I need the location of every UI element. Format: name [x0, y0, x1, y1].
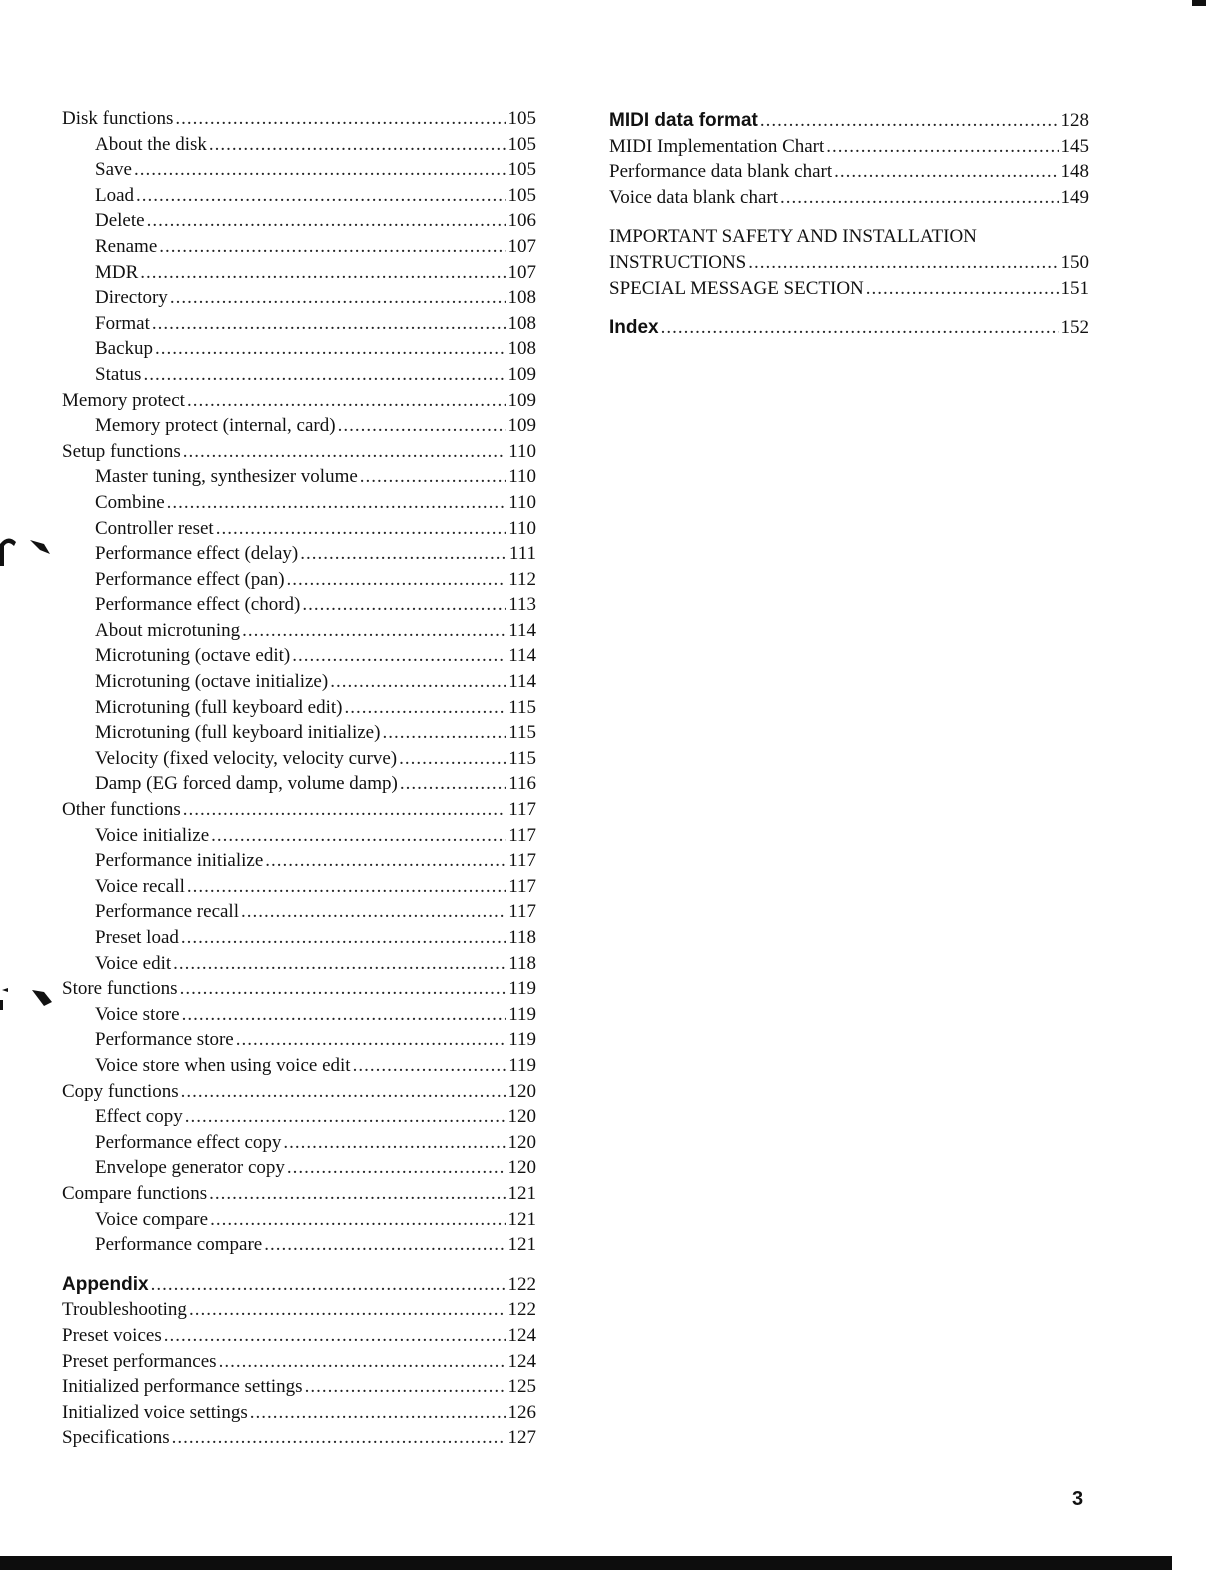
leader-dots	[866, 276, 1059, 302]
leader-dots	[292, 643, 506, 669]
toc-entry-page: 112	[508, 568, 536, 590]
toc-entry[interactable]	[62, 925, 536, 951]
toc-entry-label: Voice store when using voice edit	[95, 1054, 351, 1076]
toc-entry-label: Preset performances	[62, 1350, 217, 1372]
toc-entry[interactable]	[62, 669, 536, 695]
toc-entry-label: Damp (EG forced damp, volume damp)	[95, 773, 398, 795]
toc-midi-list	[609, 108, 1089, 210]
leader-dots	[210, 1207, 505, 1233]
toc-entry-page: 107	[507, 235, 536, 257]
toc-entry-page: 124	[507, 1324, 536, 1346]
toc-entry-page: 115	[508, 696, 536, 718]
toc-entry[interactable]	[62, 183, 536, 209]
toc-entry-label: Store functions	[62, 978, 178, 1000]
toc-entry-label: Voice recall	[95, 875, 185, 897]
toc-entry[interactable]	[62, 516, 536, 542]
toc-entry-page: 120	[507, 1080, 536, 1102]
toc-left-column	[62, 106, 536, 1451]
toc-entry-page: 148	[1060, 161, 1089, 183]
toc-entry[interactable]	[62, 771, 536, 797]
toc-entry-label: Troubleshooting	[62, 1299, 187, 1321]
toc-entry[interactable]	[62, 413, 536, 439]
toc-entry[interactable]	[609, 134, 1089, 160]
leader-dots	[172, 1425, 506, 1451]
leader-dots	[287, 1155, 506, 1181]
toc-entry-label: Index	[609, 317, 659, 339]
toc-entry[interactable]	[62, 490, 536, 516]
leader-dots	[264, 1232, 505, 1258]
toc-entry[interactable]	[62, 1053, 536, 1079]
toc-entry-page: 151	[1060, 277, 1089, 299]
toc-entry[interactable]	[62, 797, 536, 823]
toc-entry[interactable]	[62, 362, 536, 388]
toc-entry[interactable]	[62, 1130, 536, 1156]
toc-entry-page: 125	[507, 1376, 536, 1398]
leader-dots	[344, 695, 506, 721]
toc-entry-label: Voice data blank chart	[609, 186, 778, 208]
toc-entry-label: Preset load	[95, 927, 179, 948]
leader-dots	[181, 1079, 506, 1105]
toc-entry-label: About the disk	[95, 133, 207, 155]
toc-entry-label: Performance effect (pan)	[95, 568, 285, 590]
leader-dots	[300, 541, 507, 567]
toc-heading-safety	[609, 224, 1089, 250]
scan-bottom-edge	[0, 1556, 1172, 1570]
toc-entry[interactable]	[62, 1374, 536, 1400]
leader-dots	[180, 976, 507, 1002]
toc-entry-page: 119	[508, 978, 536, 1000]
toc-entry-page: 110	[508, 466, 536, 488]
toc-entry[interactable]	[62, 592, 536, 618]
leader-dots	[183, 439, 506, 465]
toc-entry-page: 119	[508, 1054, 536, 1076]
toc-entry-label: Save	[95, 159, 132, 181]
toc-entry[interactable]	[62, 951, 536, 977]
leader-dots	[183, 797, 506, 823]
leader-dots	[287, 567, 507, 593]
leader-dots	[236, 1027, 506, 1053]
leader-dots	[211, 823, 506, 849]
leader-dots	[241, 899, 506, 925]
leader-dots	[302, 592, 506, 618]
leader-dots	[265, 848, 506, 874]
toc-entry-label: Combine	[95, 491, 165, 513]
toc-entry-label: Other functions	[62, 799, 181, 821]
toc-entry-page: 117	[508, 799, 536, 821]
toc-entry-page: 113	[508, 594, 536, 616]
leader-dots	[338, 413, 506, 439]
toc-entry-page: 110	[508, 517, 536, 539]
toc-entry[interactable]	[62, 695, 536, 721]
leader-dots	[399, 746, 506, 772]
toc-entry-label: Preset voices	[62, 1324, 162, 1346]
toc-entry[interactable]	[62, 643, 536, 669]
toc-entry-label: Controller reset	[95, 517, 214, 539]
leader-dots	[826, 134, 1058, 160]
leader-dots	[242, 618, 506, 644]
toc-entry-label: About microtuning	[95, 619, 241, 641]
toc-entry-page: 116	[508, 773, 536, 795]
toc-entry[interactable]	[62, 234, 536, 260]
toc-entry[interactable]	[62, 1207, 536, 1233]
toc-entry-label: Microtuning (octave initialize)	[95, 671, 329, 693]
toc-entry[interactable]	[62, 874, 536, 900]
toc-entry[interactable]	[62, 132, 536, 158]
section-gap	[609, 210, 1089, 224]
leader-dots	[170, 285, 506, 311]
leader-dots	[159, 234, 505, 260]
toc-entry-page: 126	[507, 1401, 536, 1423]
toc-entry-label: Voice compare	[95, 1208, 209, 1230]
toc-entry[interactable]	[62, 1079, 536, 1105]
toc-entry-label: Voice edit	[95, 952, 172, 974]
toc-entry-page: 114	[508, 645, 536, 667]
toc-entry[interactable]	[609, 276, 1089, 302]
toc-entry-label: Performance initialize	[95, 850, 264, 872]
leader-dots	[175, 106, 505, 132]
toc-entry[interactable]	[62, 1297, 536, 1323]
toc-entry-page: 105	[507, 108, 536, 129]
toc-entry-label: Appendix	[62, 1273, 149, 1295]
toc-entry-label: Performance compare	[95, 1234, 263, 1256]
leader-dots	[283, 1130, 505, 1156]
toc-entry-page: 105	[507, 133, 536, 155]
toc-entry-label: Initialized voice settings	[62, 1401, 248, 1423]
leader-dots	[167, 490, 507, 516]
toc-entry-page: 121	[507, 1182, 536, 1204]
toc-entry-page: 119	[508, 1003, 536, 1025]
binder-mark-lower	[0, 980, 60, 1020]
toc-entry[interactable]	[62, 157, 536, 183]
leader-dots	[209, 132, 506, 158]
scan-corner-mark	[1192, 0, 1206, 6]
toc-entry-page: 127	[507, 1427, 536, 1449]
toc-entry-page: 114	[508, 619, 536, 641]
toc-entry-label: INSTRUCTIONS	[609, 251, 747, 273]
toc-entry-page: 115	[508, 747, 536, 769]
toc-entry-label: Memory protect	[62, 389, 185, 411]
toc-entry[interactable]	[62, 285, 536, 311]
toc-entry-label: Performance data blank chart	[609, 161, 833, 183]
toc-entry-label: Envelope generator copy	[95, 1157, 285, 1179]
toc-entry-page: 110	[508, 440, 536, 462]
toc-entry[interactable]	[62, 106, 536, 132]
toc-entry[interactable]	[62, 720, 536, 746]
leader-dots	[147, 208, 506, 234]
toc-entry-page: 106	[507, 210, 536, 232]
toc-entry[interactable]	[62, 899, 536, 925]
leader-dots	[353, 1053, 507, 1079]
toc-entry-label: Load	[95, 184, 135, 206]
toc-entry-page: 107	[507, 261, 536, 283]
leader-dots	[185, 1104, 506, 1130]
toc-entry-label: Rename	[95, 235, 158, 257]
toc-entry-label: Compare functions	[62, 1182, 208, 1204]
toc-entry[interactable]	[62, 260, 536, 286]
toc-entry-page: 128	[1060, 110, 1089, 131]
toc-entry-page: 118	[508, 927, 536, 948]
leader-dots	[164, 1323, 506, 1349]
leader-dots	[134, 157, 506, 183]
toc-entry-label: Master tuning, synthesizer volume	[95, 466, 358, 488]
toc-entry[interactable]	[62, 541, 536, 567]
leader-dots	[151, 1272, 506, 1298]
toc-right-column	[609, 108, 1089, 341]
toc-entry-label: Status	[95, 363, 142, 385]
toc-entry[interactable]	[62, 1232, 536, 1258]
toc-entry-page: 117	[508, 901, 536, 923]
toc-entry-label: Performance effect (delay)	[95, 543, 299, 565]
leader-dots	[136, 183, 505, 209]
toc-entry[interactable]	[62, 976, 536, 1002]
leader-dots	[305, 1374, 506, 1400]
toc-entry-label: MIDI Implementation Chart	[609, 135, 825, 157]
toc-entry-page: 152	[1060, 317, 1089, 339]
toc-entry[interactable]	[62, 1425, 536, 1451]
leader-dots	[400, 771, 506, 797]
leader-dots	[748, 250, 1058, 276]
leader-dots	[143, 362, 505, 388]
leader-dots	[760, 108, 1059, 134]
toc-entry-page: 108	[507, 287, 536, 309]
toc-entry[interactable]	[62, 1323, 536, 1349]
toc-entry[interactable]	[609, 108, 1089, 134]
toc-entry[interactable]	[62, 1400, 536, 1426]
toc-entry-label: Microtuning (full keyboard edit)	[95, 696, 343, 718]
leader-dots	[209, 1181, 505, 1207]
toc-entry-page: 120	[507, 1131, 536, 1153]
toc-entry[interactable]	[62, 311, 536, 337]
toc-entry-label: Format	[95, 312, 150, 334]
toc-entry-label: IMPORTANT SAFETY AND INSTALLATION	[609, 226, 977, 248]
section-gap	[62, 1258, 536, 1272]
toc-entry-page: 111	[508, 543, 536, 565]
toc-entry-page: 124	[507, 1350, 536, 1372]
leader-dots	[661, 315, 1059, 341]
toc-entry[interactable]	[62, 618, 536, 644]
leader-dots	[216, 516, 506, 542]
toc-entry-label: Effect copy	[95, 1106, 183, 1128]
toc-left-list	[62, 106, 536, 1258]
leader-dots	[330, 669, 506, 695]
toc-entry[interactable]	[62, 567, 536, 593]
leader-dots	[250, 1400, 506, 1426]
toc-entry-label: Disk functions	[62, 108, 174, 129]
toc-entry[interactable]	[62, 464, 536, 490]
toc-entry[interactable]	[609, 185, 1089, 211]
leader-dots	[152, 311, 506, 337]
toc-entry-label: Performance store	[95, 1029, 234, 1051]
toc-entry-label: Initialized performance settings	[62, 1376, 303, 1398]
toc-entry-label: Performance recall	[95, 901, 239, 923]
toc-entry-page: 120	[507, 1157, 536, 1179]
toc-entry-label: Backup	[95, 338, 154, 360]
toc-entry-label: Copy functions	[62, 1080, 179, 1102]
toc-entry-label: Memory protect (internal, card)	[95, 415, 336, 437]
page-number: 3	[1072, 1488, 1084, 1510]
toc-entry-label: Performance effect (chord)	[95, 594, 301, 616]
toc-entry-page: 110	[508, 491, 536, 513]
toc-entry-page: 109	[507, 389, 536, 411]
section-gap	[609, 301, 1089, 315]
toc-entry[interactable]	[62, 336, 536, 362]
leader-dots	[155, 336, 505, 362]
toc-entry-page: 105	[507, 184, 536, 206]
leader-dots	[187, 388, 506, 414]
toc-entry-label: Specifications	[62, 1427, 170, 1449]
toc-entry-index[interactable]	[609, 315, 1089, 341]
toc-entry-page: 119	[508, 1029, 536, 1051]
toc-entry-page: 114	[508, 671, 536, 693]
toc-entry-label: MIDI data format	[609, 110, 758, 131]
toc-entry-page: 117	[508, 875, 536, 897]
toc-entry-label: Microtuning (full keyboard initialize)	[95, 722, 381, 744]
toc-entry-label: Setup functions	[62, 440, 181, 462]
toc-entry-label: MDR	[95, 261, 139, 283]
toc-safety-list	[609, 250, 1089, 301]
toc-entry-page: 121	[507, 1208, 536, 1230]
toc-entry-label: SPECIAL MESSAGE SECTION	[609, 277, 864, 299]
toc-entry[interactable]	[62, 823, 536, 849]
toc-entry[interactable]	[609, 250, 1089, 276]
toc-entry[interactable]	[62, 1027, 536, 1053]
toc-entry-page: 118	[508, 952, 536, 974]
toc-entry-page: 109	[507, 363, 536, 385]
toc-entry-label: Directory	[95, 287, 168, 309]
toc-entry[interactable]	[62, 848, 536, 874]
toc-entry-page: 121	[507, 1234, 536, 1256]
toc-appendix-list	[62, 1272, 536, 1451]
toc-entry-page: 145	[1060, 135, 1089, 157]
toc-entry[interactable]	[62, 1002, 536, 1028]
toc-entry-label: Voice initialize	[95, 824, 210, 846]
toc-entry[interactable]	[609, 159, 1089, 185]
toc-entry[interactable]	[62, 1272, 536, 1298]
toc-entry-page: 109	[507, 415, 536, 437]
toc-entry-page: 122	[507, 1273, 536, 1295]
toc-entry[interactable]	[62, 1349, 536, 1375]
leader-dots	[219, 1349, 506, 1375]
toc-entry[interactable]	[62, 388, 536, 414]
leader-dots	[360, 464, 506, 490]
toc-entry[interactable]	[62, 1181, 536, 1207]
leader-dots	[140, 260, 505, 286]
toc-entry-page: 115	[508, 722, 536, 744]
toc-entry-label: Velocity (fixed velocity, velocity curve)	[95, 747, 398, 769]
leader-dots	[834, 159, 1058, 185]
leader-dots	[173, 951, 506, 977]
toc-entry[interactable]	[62, 1104, 536, 1130]
toc-entry-label: Voice store	[95, 1003, 180, 1025]
toc-entry-label: Microtuning (octave edit)	[95, 645, 291, 667]
toc-entry-page: 117	[508, 850, 536, 872]
toc-entry-page: 117	[508, 824, 536, 846]
toc-entry-page: 122	[507, 1299, 536, 1321]
toc-entry-page: 150	[1060, 251, 1089, 273]
leader-dots	[182, 1002, 507, 1028]
toc-entry[interactable]	[62, 746, 536, 772]
toc-entry[interactable]	[62, 1155, 536, 1181]
toc-entry-label: Performance effect copy	[95, 1131, 282, 1153]
leader-dots	[181, 925, 506, 951]
binder-mark-upper	[0, 530, 60, 570]
leader-dots	[780, 185, 1059, 211]
toc-entry-page: 108	[507, 312, 536, 334]
toc-entry-page: 120	[507, 1106, 536, 1128]
leader-dots	[187, 874, 506, 900]
toc-entry[interactable]	[62, 439, 536, 465]
toc-entry-page: 149	[1060, 186, 1089, 208]
leader-dots	[382, 720, 506, 746]
toc-entry-page: 105	[507, 159, 536, 181]
toc-entry-label: Delete	[95, 210, 145, 232]
toc-entry-page: 108	[507, 338, 536, 360]
toc-entry[interactable]	[62, 208, 536, 234]
leader-dots	[189, 1297, 506, 1323]
